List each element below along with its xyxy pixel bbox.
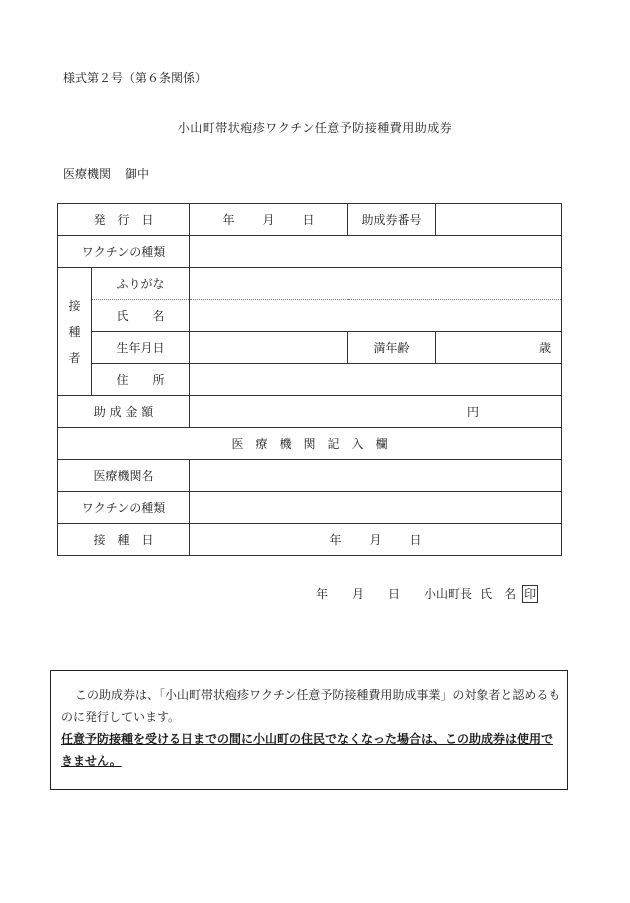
notice-text-wrap	[61, 684, 561, 728]
birthdate-label: 生年月日	[92, 332, 190, 364]
addressee	[63, 165, 149, 182]
vacc-year-unit: 年	[329, 533, 342, 547]
notice-box	[50, 670, 568, 790]
row-medical-header	[58, 428, 562, 460]
mayor-name-label: 氏 名	[480, 587, 517, 601]
vaccination-date-label: 接 種 日	[58, 524, 190, 556]
seal-mark: 印	[524, 587, 537, 601]
vaccination-date-field[interactable]	[190, 524, 562, 556]
full-age-label: 満年齢	[348, 332, 436, 364]
row-name	[58, 300, 562, 332]
voucher-number-field[interactable]	[436, 204, 562, 236]
notice-text: この助成券は、「小山町帯状疱疹ワクチン任意予防接種費用助成事業」の対象者と認めるものに発行しています。	[61, 688, 561, 724]
recipient-group-label	[58, 268, 92, 396]
signature-line	[316, 585, 538, 603]
addressee-org: 医療機関	[63, 167, 112, 181]
issue-day-unit: 日	[302, 213, 315, 227]
recipient-char-2: 種	[68, 324, 81, 339]
name-label: 氏 名	[92, 300, 190, 332]
recipient-char-1: 接	[68, 298, 81, 313]
vaccine-type-field-2[interactable]	[190, 492, 562, 524]
vaccine-type-label-2: ワクチンの種類	[58, 492, 190, 524]
row-issue-date	[58, 204, 562, 236]
vacc-day-unit: 日	[409, 533, 422, 547]
voucher-table	[57, 203, 562, 556]
institution-name-field[interactable]	[190, 460, 562, 492]
row-vaccine-type-2	[58, 492, 562, 524]
age-field[interactable]	[436, 332, 562, 364]
row-furigana	[58, 268, 562, 300]
sign-month: 月	[352, 587, 365, 601]
institution-name-label: 医療機関名	[58, 460, 190, 492]
subsidy-amount-field[interactable]	[190, 396, 562, 428]
row-institution	[58, 460, 562, 492]
addressee-honorific: 御中	[125, 167, 150, 181]
vaccine-type-field[interactable]	[190, 236, 562, 268]
address-label: 住 所	[92, 364, 190, 396]
notice-warning-wrap	[61, 728, 561, 772]
subsidy-amount-label: 助 成 金 額	[58, 396, 190, 428]
vacc-month-unit: 月	[369, 533, 382, 547]
row-address	[58, 364, 562, 396]
birthdate-field[interactable]	[190, 332, 348, 364]
yen-unit: 円	[467, 405, 480, 419]
vaccine-type-label: ワクチンの種類	[58, 236, 190, 268]
issue-month-unit: 月	[262, 213, 275, 227]
recipient-char-3: 者	[68, 350, 81, 365]
row-vaccination-date	[58, 524, 562, 556]
mayor-label: 小山町長	[424, 587, 473, 601]
furigana-label: ふりがな	[92, 268, 190, 300]
row-birthdate	[58, 332, 562, 364]
medical-section-header: 医 療 機 関 記 入 欄	[58, 428, 562, 460]
name-field[interactable]	[190, 300, 562, 332]
sign-year: 年	[316, 587, 329, 601]
address-field[interactable]	[190, 364, 562, 396]
row-vaccine-type	[58, 236, 562, 268]
issue-year-unit: 年	[222, 213, 235, 227]
furigana-field[interactable]	[190, 268, 562, 300]
voucher-number-label: 助成券番号	[348, 204, 436, 236]
notice-warning: 任意予防接種を受ける日までの間に小山町の住民でなくなった場合は、この助成券は使用できません。	[61, 732, 554, 768]
age-unit: 歳	[539, 341, 552, 355]
form-number-label: 様式第２号（第６条関係）	[63, 71, 208, 85]
sign-day: 日	[388, 587, 401, 601]
issue-date-label: 発 行 日	[58, 204, 190, 236]
issue-date-field[interactable]	[190, 204, 348, 236]
row-subsidy-amount	[58, 396, 562, 428]
document-title: 小山町帯状疱疹ワクチン任意予防接種費用助成券	[177, 121, 453, 135]
